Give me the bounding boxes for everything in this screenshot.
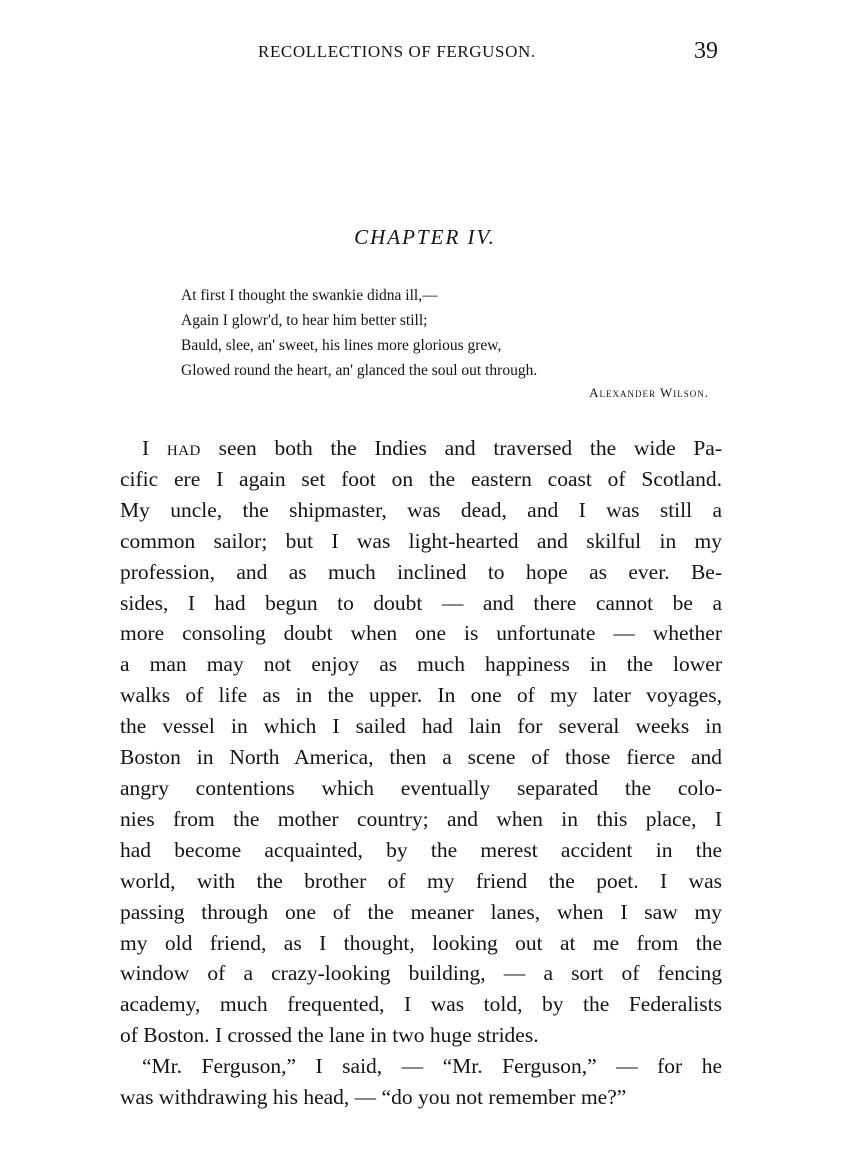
text-line: more consoling doubt when one is unfortunate — whether [120,621,722,646]
text-line: My uncle, the shipmaster, was dead, and I was still a [120,497,722,522]
text-line: angry contentions which eventually separated the colo- [120,775,722,800]
body-text [120,433,722,1113]
text-line [120,433,722,464]
text-line: common sailor; but I was light-hearted and skilful in my [120,528,722,553]
text-line: a man may not enjoy as much happiness in the lower [120,652,722,677]
epigraph-line: At first I thought the swankie didna ill,— [181,287,438,304]
initial-letter: I [142,436,150,460]
epigraph-line: Glowed round the heart, an' glanced the soul out through. [181,362,538,379]
text-line: sides, I had begun to doubt — and there cannot be a [120,590,722,615]
text-line: academy, much frequented, I was told, by the Federalists [120,992,722,1017]
text-line: passing through one of the meaner lanes, when I saw my [120,899,722,924]
text-line: the vessel in which I sailed had lain for several weeks in [120,714,722,739]
text-line: of Boston. I crossed the lane in two huge strides. [120,1023,539,1048]
text-line-rest: seen both the Indies and traversed the wide Pa- [218,436,722,460]
text-line: Boston in North America, then a scene of those fierce and [120,745,722,770]
page-number: 39 [694,38,718,64]
text-line: nies from the mother country; and when in this place, I [120,806,722,831]
text-line: had become acquainted, by the merest accident in the [120,837,722,862]
text-line: “Mr. Ferguson,” I said, — “Mr. Ferguson,” — for he [142,1054,722,1079]
text-line: my old friend, as I thought, looking out at me from the [120,930,722,955]
epigraph [181,283,711,404]
running-head: RECOLLECTIONS OF FERGUSON. [258,42,536,61]
text-line: was withdrawing his head, — “do you not remember me?” [120,1085,627,1110]
text-line: cific ere I again set foot on the eastern coast of Scotland. [120,466,722,491]
epigraph-line: Bauld, slee, an' sweet, his lines more glorious grew, [181,337,502,354]
epigraph-author [181,382,711,404]
epigraph-author-name: Alexander Wilson. [589,385,709,400]
opening-word: had [166,436,201,460]
text-line: profession, and as much inclined to hope as ever. Be- [120,559,722,584]
text-line: window of a crazy-looking building, — a sort of fencing [120,961,722,986]
epigraph-line: Again I glowr'd, to hear him better still; [181,312,428,329]
chapter-title: CHAPTER IV. [354,225,496,249]
text-line: world, with the brother of my friend the poet. I was [120,868,722,893]
text-line: walks of life as in the upper. In one of my later voyages, [120,683,722,708]
